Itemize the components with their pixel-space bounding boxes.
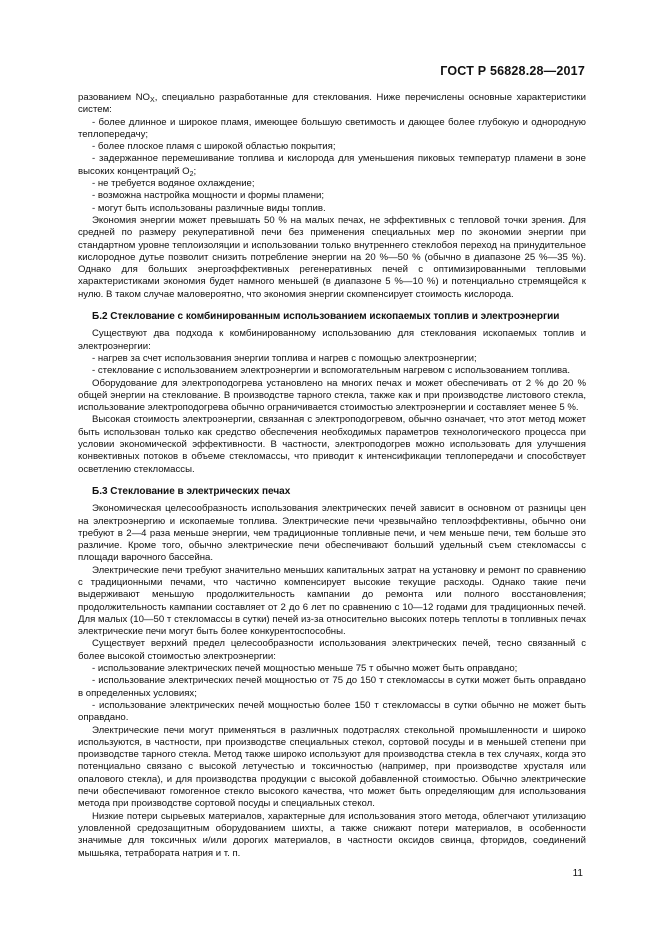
list-item: - стеклование с использованием электроэнергии и вспомогательным нагревом с использованием топлива. <box>92 365 571 377</box>
list-item: - не требуется водяное охлаждение; <box>92 178 255 190</box>
paragraph: Высокая стоимость электроэнергии, связанная с электроподогревом, обычно означает, что этот метод может быть использован только как средство обеспечения необходимых параметров технологического процесса при условии экономической эффективности. В частности, электроподогрев можно использовать для улучшения конвективных потоков в объеме стекломассы, что приводит к интенсификации теплопередачи и способствует осветлению стекломассы. <box>78 414 586 475</box>
page-number: 11 <box>572 868 583 879</box>
section-heading: Б.3 Стеклование в электрических печах <box>92 485 291 497</box>
paragraph: Экономия энергии может превышать 50 % на малых печах, не эффективных с тепловой точки зрения. Для средней по размеру рекуперативной печи без применения специальных мер по экономии энергии при стандартном уровне теплоизоляции и использовании только внутреннего стеклобоя переход на принудительное кислородное дутье позволит снизить потребление энергии на 20 %—50 % (обычно в диапазоне 25 %—35 %). Однако для больших энергоэффективных регенеративных печей с оптимизированными тепловыми характеристиками экономия будет намного меньшей (в диапазоне 5 %—10 %) и потенциально стремящейся к нулю. В таком случае маловероятно, что экономия энергии скомпенсирует стоимость кислорода. <box>78 214 586 300</box>
list-item: - использование электрических печей мощностью более 150 т стекломассы в сутки обычно не может быть оправдано. <box>78 699 586 724</box>
paragraph: Существуют два подхода к комбинированному использованию для стеклования ископаемых топлив и электроэнергии: <box>78 328 586 352</box>
paragraph: Низкие потери сырьевых материалов, характерные для использования этого метода, облегчают утилизацию уловленной средозащитным оборудованием шихты, а также снижают потери материалов, в особенности значимые для токсичных и/или дорогих материалов, в частности оксидов свинца, фторидов, соединений мышьяка, тетрабората натрия и т. п. <box>78 810 586 859</box>
paragraph: Существует верхний предел целесообразности использования электрических печей, тесно связанный с более высокой стоимостью электроэнергии: <box>78 638 586 662</box>
paragraph: разованием $NO_X$, специально разработанные для стеклования. Ниже перечислены основные характеристики систем: <box>78 92 586 116</box>
list-item: - использование электрических печей мощностью меньше 75 т обычно может быть оправдано; <box>92 663 518 675</box>
document-header: ГОСТ Р 56828.28—2017 <box>440 64 585 78</box>
list-item: - более длинное и широкое пламя, имеющее большую светимость и дающее более глубокую и однородную теплопередачу; <box>78 116 586 140</box>
list-item: - нагрев за счет использования энергии топлива и нагрев с помощью электроэнергии; <box>92 352 477 364</box>
paragraph: Электрические печи требуют значительно меньших капитальных затрат на установку и ремонт по сравнению с традиционными печами, что частично компенсирует высокие текущие расходы. Однако такие печи выдерживают меньшую продолжительность кампании до ремонта или полного восстановления; продолжительность кампании составляет от 2 до 6 лет по сравнению с 10—12 годами для традиционных печей. Для малых (10—50 т стекломассы в сутки) печей из-за относительно высоких потерь теплоты в топливных печах электрические печи могут быть более конкурентоспособны. <box>78 564 586 638</box>
paragraph: Оборудование для электроподогрева установлено на многих печах и может обеспечивать от 2 % до 20 % общей энергии на стеклование. В производстве тарного стекла, также как и при производстве листового стекла, использование электроподогрева обычно ограничивается стоимостью электроэнергии и составляет менее 5 %. <box>78 377 586 414</box>
list-item: - задержанное перемешивание топлива и кислорода для уменьшения пиковых температур пламени в зоне высоких концентраций $O_2$; <box>78 153 586 178</box>
list-item: - более плоское пламя с широкой областью покрытия; <box>92 141 336 153</box>
list-item: - возможна настройка мощности и формы пламени; <box>92 190 325 202</box>
list-item: - могут быть использованы различные виды топлив. <box>92 202 326 214</box>
section-heading: Б.2 Стеклование с комбинированным использованием ископаемых топлив и электроэнергии <box>92 311 560 323</box>
document-body <box>78 92 586 860</box>
paragraph: Экономическая целесообразность использования электрических печей зависит в основном от разницы цен на электроэнергию и ископаемые топлива. Электрические печи чрезвычайно теплоэффективны, обычно они требуют в 2—4 раза меньше энергии, чем традиционные топливные печи, и чем меньше печи, тем больше это различие. Кроме того, обычно электрические печи обеспечивают больший удельный съем стекломассы с площади варочного бассейна. <box>78 503 586 564</box>
list-item: - использование электрических печей мощностью от 75 до 150 т стекломассы в сутки может быть оправдано в определенных условиях; <box>78 675 586 699</box>
paragraph: Электрические печи могут применяться в различных подотраслях стекольной промышленности и широко используются, в частности, при производстве специальных стекол, сортовой посуды и в меньшей степени при производстве тарного стекла. Метод также широко используют для производства стекла в тех случаях, когда это потенциально связано с высокой летучестью и токсичностью (например, при производстве хрусталя или опалового стекла), и для производства продукции с высокой добавленной стоимостью. Обычно электрические печи обеспечивают гомогенное стекло высокого качества, что может быть определяющим для использования метода при производстве сортовой посуды и специальных стекол. <box>78 724 586 810</box>
